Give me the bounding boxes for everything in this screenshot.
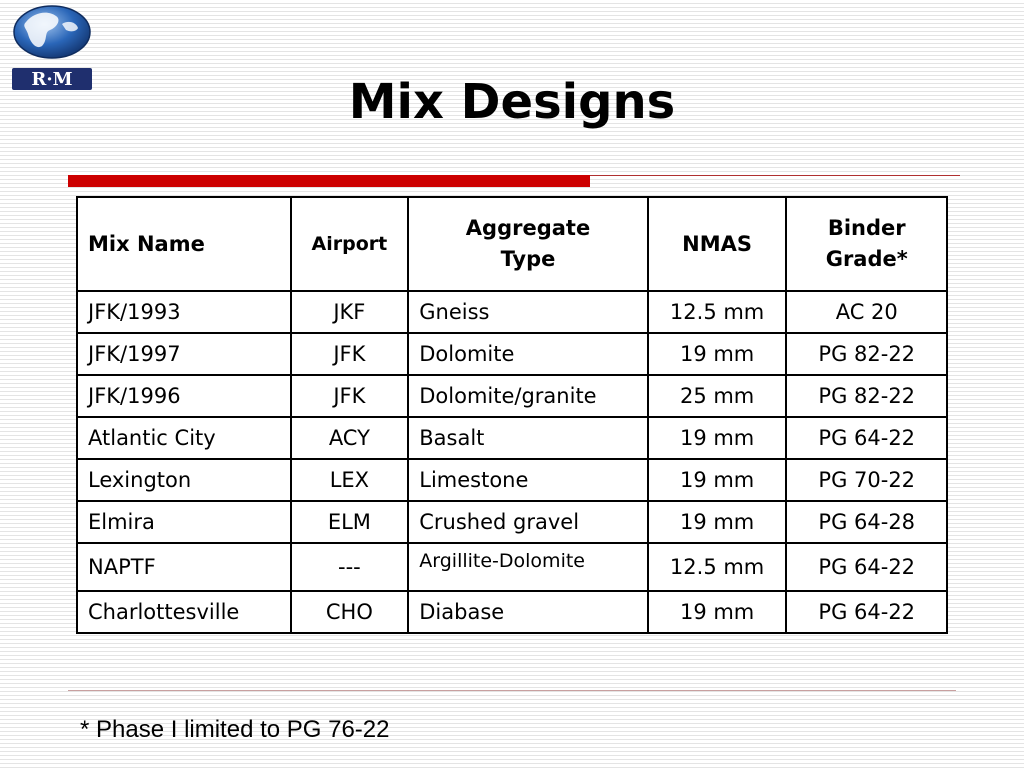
cell-nmas: 19 mm — [648, 417, 787, 459]
cell-aggregate: Diabase — [408, 591, 648, 633]
page-title: Mix Designs — [348, 74, 676, 130]
cell-airport: ACY — [291, 417, 409, 459]
cell-binder: PG 64-22 — [786, 417, 947, 459]
cell-mix-name: JFK/1997 — [77, 333, 291, 375]
title-divider-red — [68, 175, 590, 187]
cell-aggregate: Basalt — [408, 417, 648, 459]
cell-mix-name: JFK/1993 — [77, 291, 291, 333]
table-row — [77, 375, 947, 417]
cell-binder: PG 64-22 — [786, 543, 947, 591]
header-binder-line2: Grade* — [825, 247, 908, 271]
header-nmas: NMAS — [648, 197, 787, 291]
cell-nmas: 19 mm — [648, 459, 787, 501]
cell-binder: PG 82-22 — [786, 333, 947, 375]
table-row — [77, 291, 947, 333]
cell-aggregate: Limestone — [408, 459, 648, 501]
cell-binder: AC 20 — [786, 291, 947, 333]
header-mix-name: Mix Name — [77, 197, 291, 291]
cell-nmas: 19 mm — [648, 501, 787, 543]
cell-aggregate: Crushed gravel — [408, 501, 648, 543]
header-airport: Airport — [291, 197, 409, 291]
cell-airport: LEX — [291, 459, 409, 501]
title-divider-thin — [590, 175, 960, 176]
table-row — [77, 591, 947, 633]
cell-aggregate: Dolomite — [408, 333, 648, 375]
footnote: * Phase I limited to PG 76-22 — [80, 716, 390, 743]
cell-aggregate: Gneiss — [408, 291, 648, 333]
cell-nmas: 25 mm — [648, 375, 787, 417]
cell-nmas: 12.5 mm — [648, 543, 787, 591]
table-row — [77, 459, 947, 501]
cell-nmas: 19 mm — [648, 591, 787, 633]
table-row — [77, 501, 947, 543]
table-row — [77, 543, 947, 591]
cell-aggregate: Dolomite/granite — [408, 375, 648, 417]
cell-binder: PG 82-22 — [786, 375, 947, 417]
header-aggregate-line1: Aggregate — [465, 216, 591, 240]
footer-divider — [68, 690, 956, 691]
cell-mix-name: Lexington — [77, 459, 291, 501]
logo-text: R·M — [31, 69, 73, 90]
cell-airport: JKF — [291, 291, 409, 333]
cell-nmas: 12.5 mm — [648, 291, 787, 333]
table-row — [77, 417, 947, 459]
cell-airport: ELM — [291, 501, 409, 543]
cell-binder: PG 70-22 — [786, 459, 947, 501]
cell-mix-name: NAPTF — [77, 543, 291, 591]
cell-airport: --- — [291, 543, 409, 591]
header-aggregate-type — [408, 197, 648, 291]
cell-nmas: 19 mm — [648, 333, 787, 375]
table-row — [77, 333, 947, 375]
cell-airport: JFK — [291, 333, 409, 375]
cell-airport: JFK — [291, 375, 409, 417]
cell-mix-name: JFK/1996 — [77, 375, 291, 417]
cell-binder: PG 64-22 — [786, 591, 947, 633]
cell-aggregate: Argillite-Dolomite — [408, 543, 648, 591]
cell-airport: CHO — [291, 591, 409, 633]
cell-binder: PG 64-28 — [786, 501, 947, 543]
header-binder-line1: Binder — [827, 216, 906, 240]
table-header-row — [77, 197, 947, 291]
header-binder-grade — [786, 197, 947, 291]
cell-mix-name: Elmira — [77, 501, 291, 543]
cell-mix-name: Charlottesville — [77, 591, 291, 633]
header-aggregate-line2: Type — [500, 247, 556, 271]
mix-designs-table — [76, 196, 948, 634]
cell-mix-name: Atlantic City — [77, 417, 291, 459]
